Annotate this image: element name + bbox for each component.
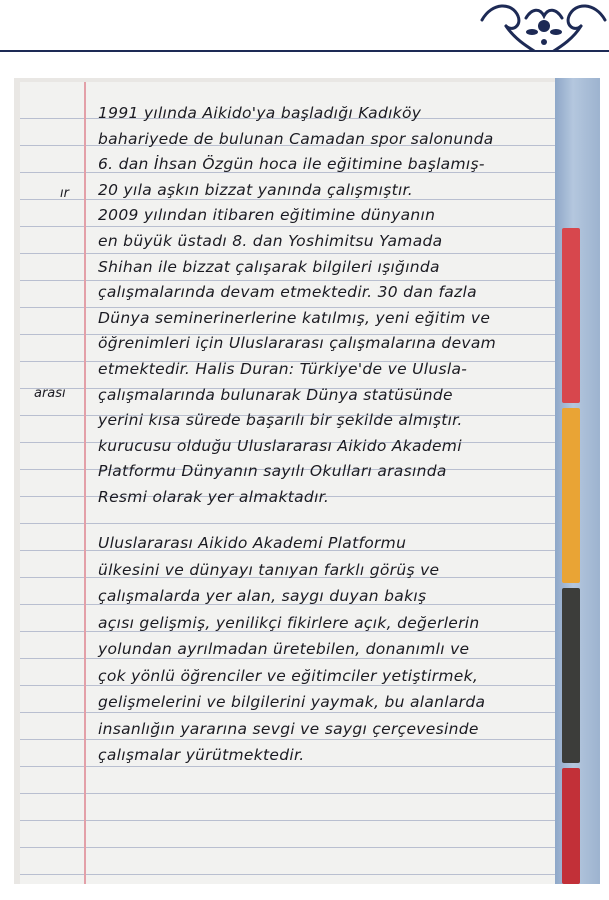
handwritten-line: en büyük üstadı 8. dan Yoshimitsu Yamada bbox=[98, 232, 443, 250]
handwritten-line: Shihan ile bizzat çalışarak bilgileri ışığında bbox=[98, 257, 440, 276]
handwritten-line: etmektedir. Halis Duran: Türkiye'de ve Ulusla- bbox=[98, 360, 468, 378]
handwritten-line: Uluslararası Aikido Akademi Platformu bbox=[98, 534, 407, 552]
handwritten-line: açısı gelişmiş, yenilikçi fikirlere açık, değerlerin bbox=[98, 613, 480, 632]
handwritten-line: insanlığın yararına sevgi ve saygı çerçevesinde bbox=[98, 719, 479, 738]
handwritten-line: yolundan ayrılmadan üretebilen, donanımlı ve bbox=[98, 640, 470, 658]
divider-tab-red bbox=[562, 768, 580, 884]
handwritten-line: Platformu Dünyanın sayılı Okulları arasında bbox=[98, 462, 447, 481]
handwritten-line: ülkesini ve dünyayı tanıyan farklı görüş ve bbox=[98, 560, 440, 579]
handwritten-line: Dünya seminerinerlerine katılmış, yeni eğitim ve bbox=[98, 308, 491, 327]
handwritten-line: 20 yıla aşkın bizzat yanında çalışmıştır. bbox=[98, 180, 414, 199]
divider-tab-dark bbox=[562, 588, 580, 763]
handwritten-line: çalışmalarında bulunarak Dünya statüsünde bbox=[98, 385, 453, 404]
handwritten-line: çalışmalarında devam etmektedir. 30 dan fazla bbox=[98, 283, 477, 302]
handwritten-line: öğrenimleri için Uluslararası çalışmalarına devam bbox=[98, 334, 497, 353]
handwritten-line: 6. dan İhsan Özgün hoca ile eğitimine başlamış- bbox=[98, 155, 485, 174]
handwritten-line: 2009 yılından itibaren eğitimine dünyanın bbox=[98, 206, 436, 225]
divider-tab-orange bbox=[562, 408, 580, 583]
margin-note: arası bbox=[34, 386, 66, 401]
handwritten-line: çok yönlü öğrenciler ve eğitimciler yetiştirmek, bbox=[98, 666, 479, 685]
handwritten-line: gelişmelerini ve bilgilerini yaymak, bu alanlarda bbox=[98, 693, 486, 711]
handwritten-line: çalışmalar yürütmektedir. bbox=[98, 746, 305, 764]
handwritten-line: çalışmalarda yer alan, saygı duyan bakış bbox=[98, 587, 427, 605]
margin-note: ır bbox=[60, 186, 69, 201]
handwritten-line: bahariyede de bulunan Camadan spor salonunda bbox=[98, 129, 494, 148]
handwritten-line: yerini kısa sürede başarılı bir şekilde almıştır. bbox=[98, 411, 463, 430]
handwritten-line: kurucusu olduğu Uluslararası Aikido Akademi bbox=[98, 436, 462, 455]
lined-paper bbox=[20, 82, 555, 884]
divider-tab-red bbox=[562, 228, 580, 403]
handwritten-line: 1991 yılında Aikido'ya başladığı Kadıköy bbox=[98, 104, 422, 122]
notebook-photo bbox=[14, 78, 600, 884]
handwritten-line: Resmi olarak yer almaktadır. bbox=[98, 488, 330, 506]
